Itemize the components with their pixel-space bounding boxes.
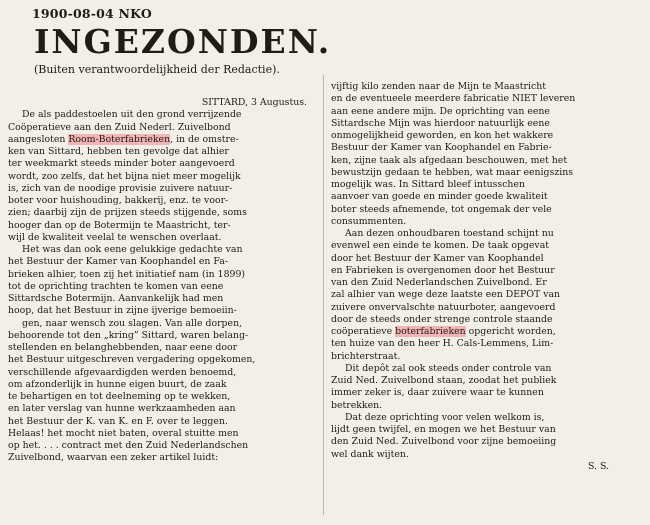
- text-line: zien; daarbij zijn de prijzen steeds stijgende, soms: [8, 207, 247, 219]
- text-line: aan eene andere mijn. De oprichting van eene: [331, 105, 550, 117]
- paper-date-label: 1900-08-04 NKO: [32, 6, 152, 21]
- article-left-column: [8, 97, 315, 465]
- text-line: bewustzijn gedaan te hebben, wat maar eenigszins: [331, 166, 574, 178]
- section-title: INGEZONDEN.: [34, 22, 332, 61]
- text-line: aangesloten Room-Boterfabrieken, in de omstre-: [8, 133, 239, 145]
- text-line: van den Zuid Nederlandschen Zuivelbond. Er: [331, 277, 547, 288]
- text-line: boter voor huishouding, bakkerij, enz. te voor-: [8, 195, 229, 206]
- text-line: coöperatieve boterfabrieken opgericht worden,: [331, 326, 556, 337]
- column-divider: [323, 75, 324, 515]
- text-line: consummenten.: [331, 215, 407, 227]
- text-line: onmogelijkheid geworden, en kon het wakkere: [331, 130, 554, 141]
- highlighted-term: boterfabrieken: [395, 326, 466, 337]
- text-line: vijftig kilo zenden naar de Mijn te Maastricht: [331, 81, 547, 92]
- text-line: aanvoer van goede en minder goede kwaliteit: [331, 191, 548, 203]
- text-line: en de eventueele meerdere fabricatie NIET leveren: [331, 93, 576, 105]
- text-line: Dit depôt zal ook steeds onder controle van: [345, 362, 552, 374]
- text-line: Coöperatieve aan den Zuid Nederl. Zuivelbond: [8, 121, 231, 133]
- section-subtitle: (Buiten verantwoordelijkheid der Redactie).: [34, 63, 280, 76]
- article-right-column: [331, 81, 639, 473]
- text-line: lijdt geen twijfel, en mogen we het Bestuur van: [331, 424, 556, 435]
- text-line: op het. . . . contract met den Zuid Nederlandschen: [8, 440, 249, 451]
- text-line: en later verslag van hunne werkzaamheden aan: [8, 403, 236, 415]
- text-line: wijl de kwaliteit veelal te wenschen overlaat.: [8, 231, 222, 243]
- text-line: boter steeds afnemende, tot ongemak der vele: [331, 203, 552, 215]
- text-line: behoorende tot den „kring” Sittard, waren belang-: [8, 329, 249, 341]
- left-column-text: [8, 109, 315, 464]
- text-line: Dat deze oprichting voor velen welkom is,: [345, 411, 545, 423]
- text-line: Zuid Ned. Zuivelbond staan, zoodat het publiek: [331, 375, 557, 386]
- text-line: zal alhier van wege deze laatste een DEPÔT van: [331, 289, 561, 301]
- text-line: Sittardsche Mijn was hierdoor natuurlijk eene: [331, 117, 550, 129]
- text-line: door het Bestuur der Kamer van Koophandel: [331, 252, 544, 264]
- text-line: wel dank wijten.: [331, 448, 409, 460]
- text-line: Sittardsche Botermijn. Aanvankelijk had men: [8, 293, 224, 304]
- text-line: wordt, zoo zelfs, dat het bijna niet meer mogelijk: [8, 170, 241, 182]
- text-line: het Bestuur der Kamer van Koophandel en Fa-: [8, 256, 228, 268]
- text-line: De als paddestoelen uit den grond verrijzende: [22, 109, 242, 121]
- text-line: Helaas! het mocht niet baten, overal stuitte men: [8, 427, 239, 439]
- text-line: ter weekmarkt steeds minder boter aangevoerd: [8, 158, 235, 170]
- text-line: brichterstraat.: [331, 350, 401, 362]
- highlighted-term: Room-Boterfabrieken: [68, 133, 171, 145]
- text-line: zuivere onvervalschte natuurboter, aangevoerd: [331, 301, 556, 313]
- text-line: Zuivelbond, waarvan een zeker artikel luidt:: [8, 452, 219, 464]
- text-line: het Bestuur der K. van K. en F. over te leggen.: [8, 415, 228, 427]
- text-line: en Fabrieken is overgenomen door het Bestuur: [331, 264, 555, 276]
- text-line: den Zuid Ned. Zuivelbond voor zijne bemoeiing: [331, 436, 557, 448]
- text-line: te behartigen en tot deelneming op te wekken,: [8, 391, 231, 402]
- text-line: is, zich van de noodige provisie zuivere natuur-: [8, 182, 233, 194]
- text-line: hoop, dat het Bestuur in zijne ijverige bemoeiin-: [8, 305, 237, 317]
- text-line: betrekken.: [331, 399, 383, 411]
- text-line: ken, zijne taak als afgedaan beschouwen, met het: [331, 154, 568, 166]
- text-line: evenwel een einde te komen. De taak opgevat: [331, 240, 550, 252]
- text-line: ten huize van den heer H. Cals-Lemmens, Lim-: [331, 338, 554, 350]
- text-line: hooger dan op de Botermijn te Maastricht, ter-: [8, 219, 231, 231]
- text-line: Bestuur der Kamer van Koophandel en Fabrie-: [331, 142, 552, 154]
- text-line: Het was dan ook eene gelukkige gedachte van: [22, 244, 243, 255]
- text-line: tot de oprichting trachten te komen van eene: [8, 280, 224, 292]
- article-dateline: SITTARD, 3 Augustus.: [201, 97, 307, 108]
- text-line: ken van Sittard, hebben ten gevolge dat alhier: [8, 146, 229, 157]
- text-line: immer zeker is, daar zuivere waar te kunnen: [331, 387, 544, 399]
- text-line: stellenden en belanghebbenden, naar eene door: [8, 342, 238, 353]
- text-line: gen, naar wensch zou slagen. Van alle dorpen,: [22, 317, 243, 329]
- text-line: het Bestuur uitgeschreven vergadering opgekomen,: [8, 354, 256, 366]
- article-signature: S. S.: [587, 460, 609, 472]
- text-line: brieken alhier, toen zij het initiatief nam (in 1899): [8, 268, 246, 280]
- text-line: mogelijk was. In Sittard bleef intusschen: [331, 179, 525, 190]
- text-line: door de steeds onder strenge controle staande: [331, 313, 553, 325]
- right-column-text: [331, 81, 639, 461]
- text-line: om afzonderlijk in hunne eigen buurt, de zaak: [8, 378, 227, 390]
- text-line: Aan dezen onhoudbaren toestand schijnt nu: [345, 228, 554, 239]
- text-line: verschillende afgevaardigden werden benoemd,: [8, 366, 237, 378]
